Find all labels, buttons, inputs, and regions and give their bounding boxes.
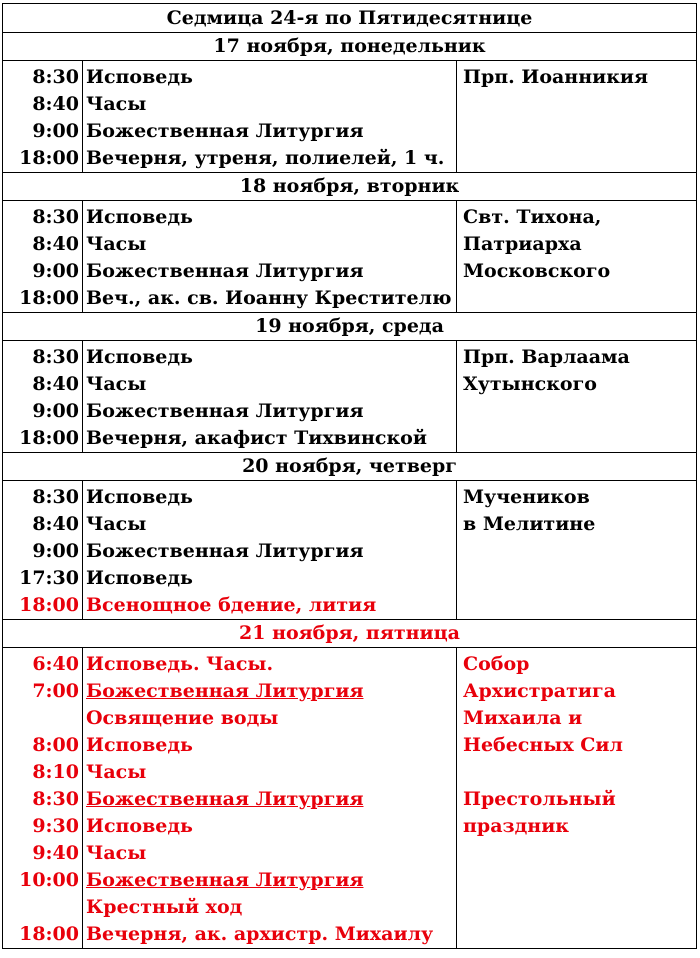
service-name: Часы	[86, 761, 147, 783]
service-name: Часы	[86, 93, 147, 115]
day-date: 19 ноября, среда	[3, 313, 697, 341]
service-name: Исповедь	[86, 66, 193, 88]
day-schedule-row	[3, 341, 697, 453]
service-time: 18:00	[19, 147, 79, 169]
events-cell	[83, 201, 457, 313]
day-date: 18 ноября, вторник	[3, 173, 697, 201]
service-time: 9:00	[32, 400, 79, 422]
service-name: Часы	[86, 513, 147, 535]
saint-cell	[457, 201, 697, 313]
service-name: Вечерня, акафист Тихвинской	[86, 427, 427, 449]
times-cell	[3, 61, 83, 173]
service-time: 8:40	[32, 373, 79, 395]
service-time: 7:00	[32, 680, 79, 702]
service-name: Освящение воды	[86, 707, 279, 729]
week-title: Седмица 24-я по Пятидесятнице	[3, 4, 697, 33]
service-time: 9:00	[32, 120, 79, 142]
saint-cell	[457, 61, 697, 173]
service-name: Божественная Литургия	[86, 540, 364, 562]
day-date: 21 ноября, пятница	[3, 620, 697, 648]
service-name: Вечерня, утреня, полиелей, 1 ч.	[86, 147, 445, 169]
service-time: 8:30	[32, 66, 79, 88]
day-header-row	[3, 33, 697, 61]
events-cell	[83, 61, 457, 173]
service-time: 9:40	[32, 842, 79, 864]
service-time: 9:00	[32, 540, 79, 562]
service-time: 10:00	[19, 869, 79, 891]
saint-line: Свт. Тихона,	[463, 206, 602, 228]
service-name: Часы	[86, 233, 147, 255]
saint-line: Архистратига	[463, 680, 616, 702]
saint-line: в Мелитине	[463, 513, 596, 535]
service-time: 18:00	[19, 287, 79, 309]
day-header-row	[3, 453, 697, 481]
service-time: 17:30	[19, 567, 79, 589]
service-name: Божественная Литургия	[86, 400, 364, 422]
liturgy-name: Божественная Литургия	[86, 869, 364, 891]
day-schedule-row	[3, 648, 697, 949]
service-name: Исповедь	[86, 346, 193, 368]
service-time: 8:30	[32, 206, 79, 228]
day-schedule-row	[3, 481, 697, 620]
service-time: 9:00	[32, 260, 79, 282]
saint-cell	[457, 341, 697, 453]
service-name: Вечерня, ак. архистр. Михаилу	[86, 923, 434, 945]
service-name: Исповедь	[86, 567, 193, 589]
day-date: 17 ноября, понедельник	[3, 33, 697, 61]
service-name: Исповедь	[86, 734, 193, 756]
times-cell	[3, 201, 83, 313]
saint-line: Михаила и	[463, 707, 583, 729]
service-time: 18:00	[19, 923, 79, 945]
service-time: 8:40	[32, 233, 79, 255]
schedule-table	[2, 3, 697, 949]
service-time: 18:00	[19, 594, 79, 616]
service-time: 9:30	[32, 815, 79, 837]
service-name: Часы	[86, 842, 147, 864]
service-time: 18:00	[19, 427, 79, 449]
saint-line: Престольный	[463, 788, 616, 810]
service-name: Божественная Литургия	[86, 120, 364, 142]
service-time	[3, 894, 79, 921]
service-name: Крестный ход	[86, 896, 243, 918]
service-time: 8:30	[32, 788, 79, 810]
service-name: Исповедь. Часы.	[86, 653, 274, 675]
service-name: Божественная Литургия	[86, 260, 364, 282]
day-header-row	[3, 313, 697, 341]
saint-line: Патриарха	[463, 233, 582, 255]
service-time	[3, 705, 79, 732]
events-cell	[83, 341, 457, 453]
day-date: 20 ноября, четверг	[3, 453, 697, 481]
times-cell	[3, 481, 83, 620]
day-schedule-row	[3, 201, 697, 313]
liturgy-name: Божественная Литургия	[86, 788, 364, 810]
service-time: 8:30	[32, 486, 79, 508]
saint-line: Небесных Сил	[463, 734, 623, 756]
service-name: Всенощное бдение, лития	[86, 594, 377, 616]
service-name: Исповедь	[86, 815, 193, 837]
liturgy-name: Божественная Литургия	[86, 680, 364, 702]
saint-line: праздник	[463, 815, 570, 837]
service-name: Веч., ак. св. Иоанну Крестителю	[86, 287, 452, 309]
times-cell	[3, 648, 83, 949]
service-name: Часы	[86, 373, 147, 395]
service-time: 8:10	[32, 761, 79, 783]
saint-line: Московского	[463, 260, 611, 282]
saint-line: Хутынского	[463, 373, 597, 395]
service-time: 8:40	[32, 93, 79, 115]
saint-line: Собор	[463, 653, 530, 675]
service-name: Исповедь	[86, 206, 193, 228]
saint-line: Мучеников	[463, 486, 590, 508]
service-time: 8:30	[32, 346, 79, 368]
day-header-row	[3, 173, 697, 201]
day-schedule-row	[3, 61, 697, 173]
events-cell	[83, 648, 457, 949]
service-name: Исповедь	[86, 486, 193, 508]
times-cell	[3, 341, 83, 453]
saint-line: Прп. Варлаама	[463, 346, 630, 368]
saint-line	[463, 759, 696, 786]
saint-cell	[457, 648, 697, 949]
saint-cell	[457, 481, 697, 620]
service-time: 8:40	[32, 513, 79, 535]
service-time: 6:40	[32, 653, 79, 675]
week-title-row	[3, 4, 697, 33]
events-cell	[83, 481, 457, 620]
service-time: 8:00	[32, 734, 79, 756]
day-header-row	[3, 620, 697, 648]
saint-line: Прп. Иоанникия	[463, 66, 649, 88]
